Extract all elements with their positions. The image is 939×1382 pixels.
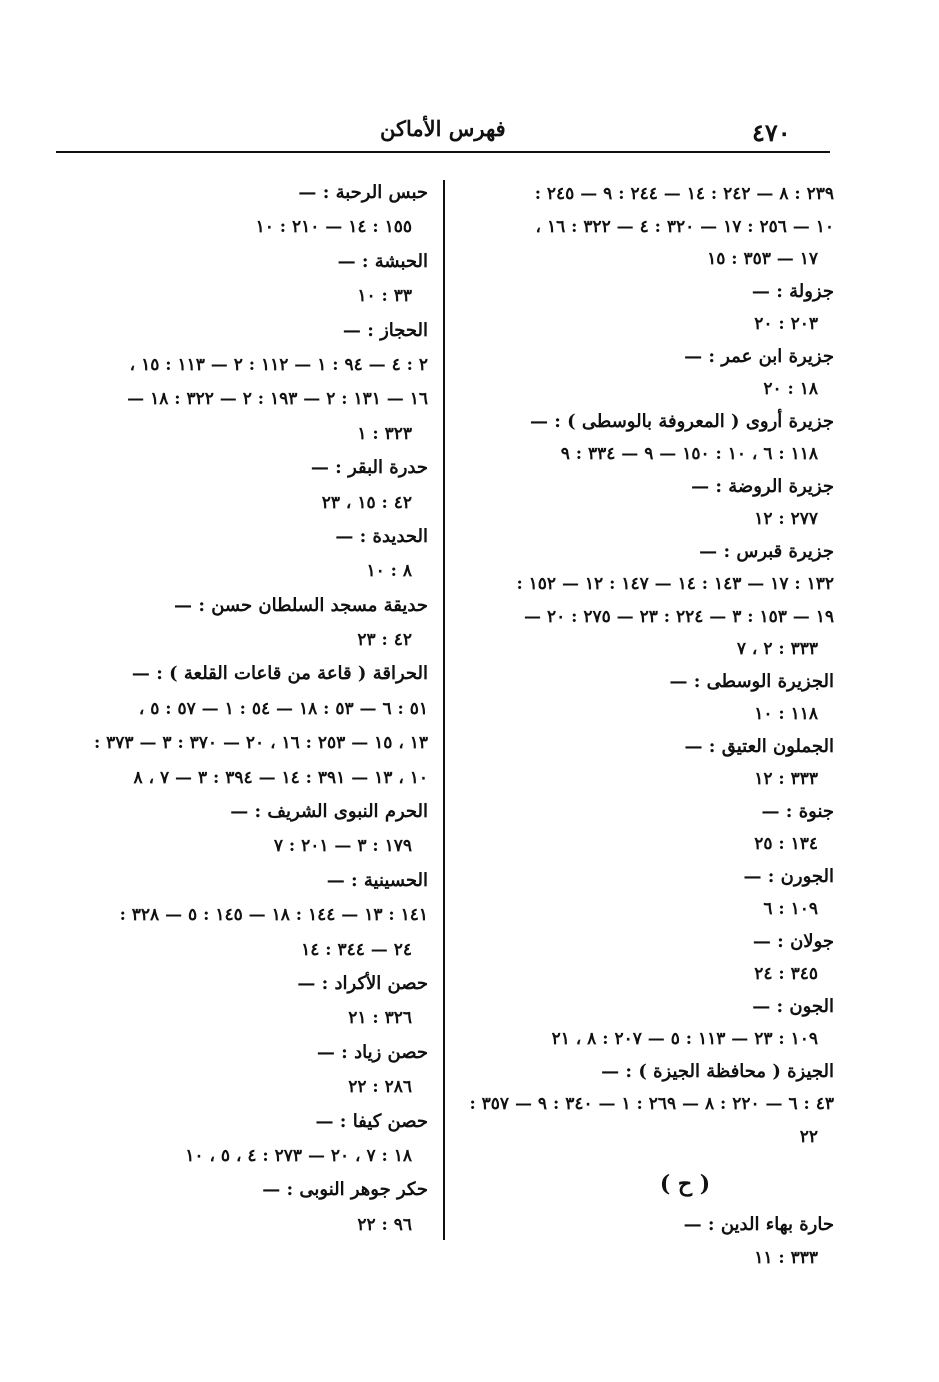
index-entry: حارة بهاء الدين : — <box>683 1214 834 1235</box>
page-references: ٣٢٦ : ٢١ <box>348 1008 412 1029</box>
header-rule <box>56 151 830 153</box>
right-column <box>466 178 834 1274</box>
page-references: ٢٧٧ : ١٢ <box>754 509 818 529</box>
index-entry: الحسينية : — <box>326 869 428 891</box>
index-entry: جزيرة أروى ( المعروفة بالوسطى ) : — <box>529 410 834 432</box>
column-divider <box>443 180 445 1240</box>
page-references: ١٤١ : ١٣ — ١٤٤ : ١٨ — ١٤٥ : ٥ — ٣٢٨ : <box>119 905 428 926</box>
index-entry: حصن الأكراد : — <box>297 972 428 994</box>
page-references: ١٠٩ : ٦ <box>763 899 818 919</box>
section-letter-heading: ( ح ) <box>659 1171 711 1197</box>
index-entry: الحبشة : — <box>337 250 428 272</box>
page-references: ٣٢٣ : ١ <box>357 423 412 444</box>
index-entry: حديقة مسجد السلطان حسن : — <box>174 594 428 616</box>
page-references: ١٧ — ٣٥٣ : ١٥ <box>707 249 818 269</box>
index-entry: جزيرة قبرس : — <box>699 540 834 562</box>
page-references: ١٦ — ١٣١ : ٢ — ١٩٣ : ٢ — ٣٢٢ : ١٨ — <box>127 389 428 410</box>
page-references: ٣٣٣ : ١١ <box>754 1247 818 1268</box>
page-references: ٣٣٣ : ١٢ <box>754 769 818 789</box>
page-references: ١٥٥ : ١٤ — ٢١٠ : ١٠ <box>255 217 412 238</box>
page-references: ١٣٤ : ٢٥ <box>754 834 818 854</box>
index-entry: حبس الرحبة : — <box>298 182 428 203</box>
index-entry: حصن كيفا : — <box>315 1110 428 1132</box>
page-references: ٤٣ : ٦ — ٢٢٠ : ٨ — ٢٦٩ : ١ — ٣٤٠ : ٩ — ٣٥٧ : <box>469 1094 834 1114</box>
page-references: ٩٦ : ٢٢ <box>357 1214 412 1235</box>
index-entry: الحراقة ( قاعة من قاعات القلعة ) : — <box>131 663 428 685</box>
page-references: ٢ : ٤ — ٩٤ : ١ — ١١٢ : ٢ — ١١٣ : ١٥ ، <box>129 354 428 375</box>
index-entry: جزيرة الروضة : — <box>691 475 834 497</box>
index-entry: جولان : — <box>752 930 834 952</box>
page-references: ٢٣٩ : ٨ — ٢٤٢ : ١٤ — ٢٤٤ : ٩ — ٢٤٥ : <box>534 184 834 204</box>
index-entry: الجيزة ( محافظة الجيزة ) : — <box>601 1060 834 1082</box>
page-references: ١٣٢ : ١٧ — ١٤٣ : ١٤ — ١٤٧ : ١٢ — ١٥٢ : <box>516 574 834 594</box>
page-references: ١١٨ : ١٠ <box>754 704 818 724</box>
page-title: فهرس الأماكن <box>380 116 506 141</box>
page-references: ٣٣ : ١٠ <box>357 286 412 307</box>
index-entry: الحرم النبوى الشريف : — <box>230 801 428 823</box>
index-entry: جزولة : — <box>751 280 834 302</box>
page-references: ٢٤ — ٣٤٤ : ١٤ <box>301 939 412 960</box>
page-references: ٤٢ : ٢٣ <box>357 630 412 651</box>
index-entry: حدرة البقر : — <box>310 457 428 479</box>
page-references: ١٣ ، ١٥ — ٢٥٣ : ١٦ ، ٢٠ — ٣٧٠ : ٣ — ٣٧٣ : <box>93 733 428 754</box>
index-entry: الجملون العتيق : — <box>684 735 834 757</box>
page-references: ١٠ ، ١٣ — ٣٩١ : ١٤ — ٣٩٤ : ٣ — ٧ ، ٨ <box>133 767 428 788</box>
index-entry: الحديدة : — <box>335 525 428 547</box>
index-entry: الجورن : — <box>743 865 834 887</box>
index-entry: الحجاز : — <box>342 319 428 341</box>
page-references: ٥١ : ٦ — ٥٣ : ١٨ — ٥٤ : ١ — ٥٧ : ٥ ، <box>138 698 428 719</box>
index-entry: حصن زياد : — <box>316 1041 428 1063</box>
page-references: ٢٢ <box>799 1126 818 1147</box>
page-references: ١١٨ : ٦ ، ١٠ : ١٥٠ — ٩ — ٣٣٤ : ٩ <box>560 444 818 464</box>
page-references: ١٨ : ٢٠ <box>763 379 818 399</box>
index-entry: حكر جوهر النوبى : — <box>262 1179 428 1201</box>
page-references: ٤٢ : ١٥ ، ٢٣ <box>321 492 412 513</box>
index-entry: الجون : — <box>752 995 834 1017</box>
page-number: ٤٧٠ <box>752 118 791 147</box>
index-entry: جنوة : — <box>761 800 834 822</box>
page-references: ١٩ — ١٥٣ : ٣ — ٢٢٤ : ٢٣ — ٢٧٥ : ٢٠ — <box>524 606 834 627</box>
page-references: ٢٠٣ : ٢٠ <box>754 314 818 334</box>
page-references: ٢٨٦ : ٢٢ <box>348 1077 412 1098</box>
page-references: ٣٣٣ : ٢ ، ٧ <box>736 639 818 659</box>
page-references: ١٧٩ : ٣ — ٢٠١ : ٧ <box>273 836 412 857</box>
page-references: ١٠٩ : ٢٣ — ١١٣ : ٥ — ٢٠٧ : ٨ ، ٢١ <box>551 1029 818 1049</box>
left-column <box>58 176 428 1242</box>
page-references: ١٠ — ٢٥٦ : ١٧ — ٣٢٠ : ٤ — ٣٢٢ : ١٦ ، <box>535 216 834 237</box>
page-references: ١٨ : ٧ ، ٢٠ — ٢٧٣ : ٤ ، ٥ ، ١٠ <box>185 1145 412 1166</box>
page-references: ٣٤٥ : ٢٤ <box>754 964 818 984</box>
index-entry: جزيرة ابن عمر : — <box>684 345 834 367</box>
page-references: ٨ : ١٠ <box>366 561 412 582</box>
index-entry: الجزيرة الوسطى : — <box>669 670 834 692</box>
